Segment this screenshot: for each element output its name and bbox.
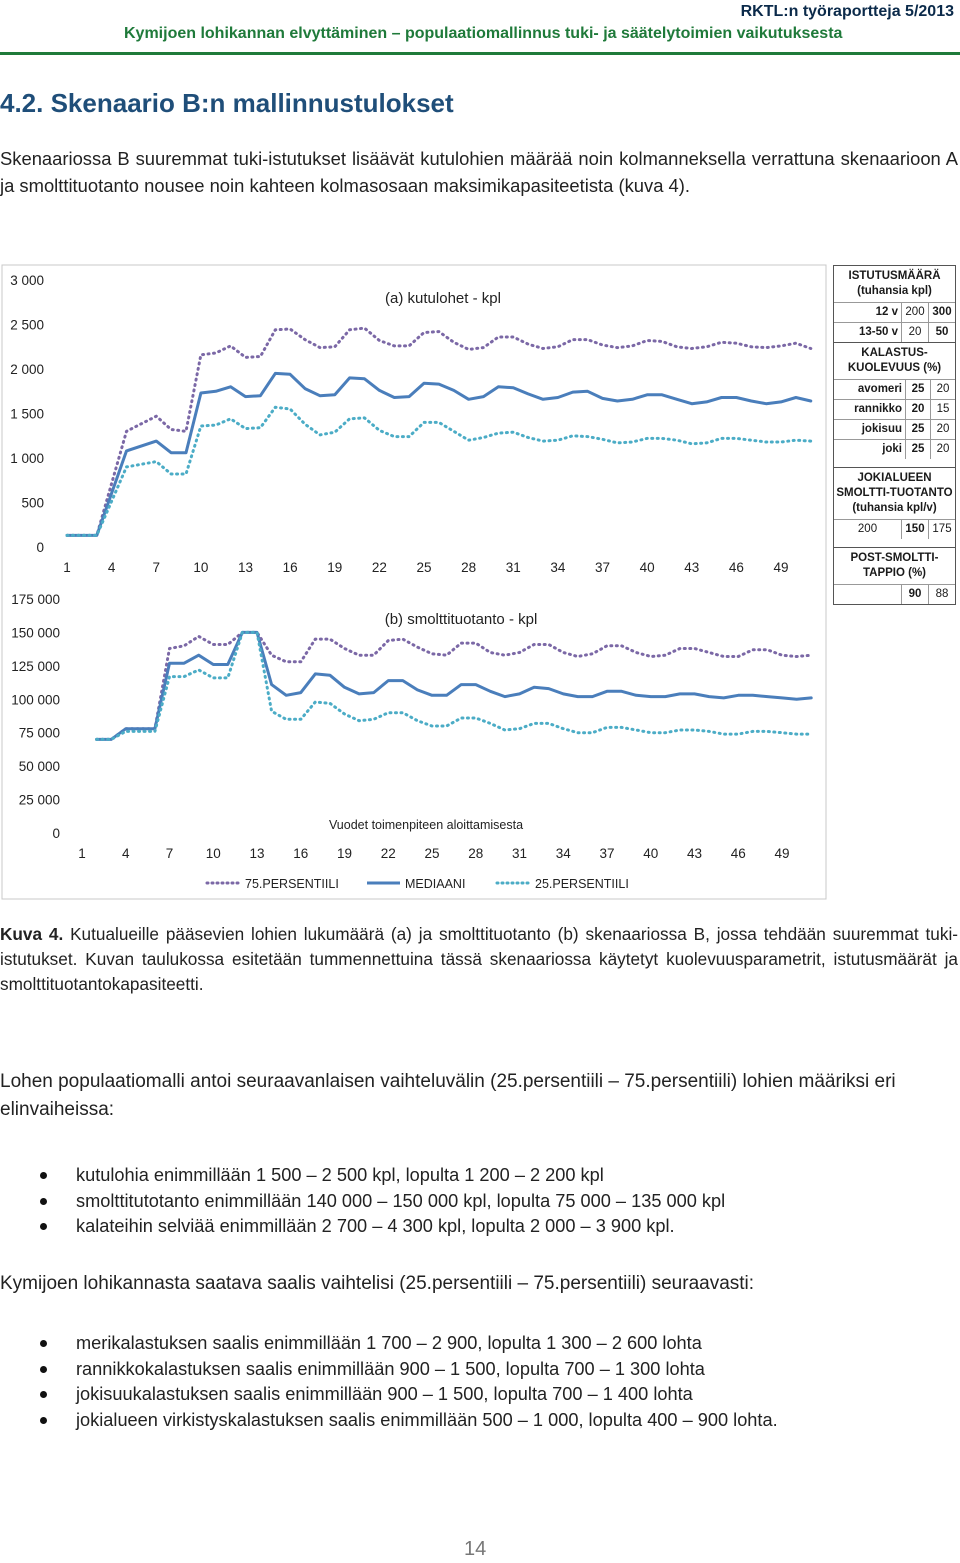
y-tick-label: 0 xyxy=(52,826,60,841)
series-line-75-persentiili xyxy=(67,328,811,535)
paragraph-ranges: Lohen populaatiomalli antoi seuraavanlaisen vaihteluvälin (25.persentiili – 75.persentiili) lohien määriksi eri elinvaiheissa: xyxy=(0,1071,896,1120)
row-label: 12 v xyxy=(875,306,898,318)
legend-label-p75: 75.PERSENTIILI xyxy=(245,877,339,891)
parameter-table xyxy=(833,265,956,605)
list-item: kalateihin selviää enimmillään 2 700 – 4 300 kpl, lopulta 2 000 – 3 900 kpl. xyxy=(40,1214,725,1240)
x-tick-label: 10 xyxy=(193,560,209,575)
x-tick-label: 25 xyxy=(416,560,432,575)
value-cell: 88 xyxy=(928,585,955,604)
figure-caption xyxy=(0,922,958,997)
y-tick-label: 25 000 xyxy=(18,792,60,808)
value-cell-selected: 50 xyxy=(928,323,955,342)
x-tick-label: 19 xyxy=(336,846,353,861)
x-tick-label: 1 xyxy=(63,560,71,575)
x-tick-label: 4 xyxy=(107,560,116,575)
empty-cell xyxy=(834,585,901,604)
x-tick-label: 13 xyxy=(237,560,254,575)
y-tick-label: 125 000 xyxy=(11,658,60,674)
caption-text: Kutualueille pääsevien lohien lukumäärä (a) ja smolttituotanto (b) skenaariossa B, jossa tehdään suuremmat tuki-istutukset. Kuvan taulukossa esitetään tummennettuina tässä skenaariossa käytetyt kuolevuusparametrit, istutusmäärät ja smolttituotantokapasiteetti. xyxy=(0,924,959,994)
mortality-row xyxy=(834,439,955,459)
figure-charts xyxy=(0,262,960,902)
x-tick-label: 49 xyxy=(774,846,790,861)
row-label: avomeri xyxy=(857,383,902,395)
x-tick-label: 37 xyxy=(599,846,615,861)
value-cell-selected: 25 xyxy=(905,420,930,439)
value-cell: 20 xyxy=(930,420,955,439)
list-item: smolttitutotanto enimmillään 140 000 – 150 000 kpl, lopulta 75 000 – 135 000 kpl xyxy=(40,1189,725,1215)
y-tick-label: 150 000 xyxy=(11,625,60,641)
y-tick-label: 75 000 xyxy=(18,725,60,741)
x-tick-label: 40 xyxy=(643,846,659,861)
list-item: jokialueen virkistyskalastuksen saalis enimmillään 500 – 1 000, lopulta 400 – 900 lohta. xyxy=(40,1408,778,1434)
section-heading: 4.2. Skenaario B:n mallinnustulokset xyxy=(0,88,454,118)
x-tick-label: 1 xyxy=(78,846,86,861)
y-tick-label: 2 000 xyxy=(10,362,44,377)
value-cell-selected: 90 xyxy=(901,585,928,604)
chart-spawners xyxy=(10,273,811,575)
value-cell: 200 xyxy=(857,523,878,535)
x-tick-label: 40 xyxy=(639,560,655,575)
value-cell-selected: 25 xyxy=(905,440,930,459)
x-tick-label: 4 xyxy=(121,846,130,861)
y-tick-label: 50 000 xyxy=(18,759,60,775)
y-tick-label: 2 500 xyxy=(10,317,44,333)
y-tick-label: 1 000 xyxy=(10,451,44,466)
figure-border xyxy=(2,265,826,899)
chart-a-title: (a) kutulohet - kpl xyxy=(385,290,501,307)
x-tick-label: 7 xyxy=(152,560,161,575)
stocking-row xyxy=(834,302,955,322)
list-catch xyxy=(40,1331,778,1433)
page-number: 14 xyxy=(464,1538,487,1560)
list-item: kutulohia enimmillään 1 500 – 2 500 kpl, lopulta 1 200 – 2 200 kpl xyxy=(40,1163,725,1189)
x-tick-label: 10 xyxy=(205,846,221,861)
x-tick-label: 19 xyxy=(327,560,343,575)
x-tick-label: 16 xyxy=(282,560,298,575)
row-label: joki xyxy=(882,443,902,455)
x-tick-label: 34 xyxy=(550,560,566,575)
x-tick-label: 31 xyxy=(511,846,528,861)
value-cell-selected: 300 xyxy=(928,303,955,322)
legend-label-p25: 25.PERSENTIILI xyxy=(535,877,629,891)
y-tick-label: 500 xyxy=(21,495,44,511)
row-label: jokisuu xyxy=(861,423,902,435)
value-cell: 200 xyxy=(901,303,928,322)
stocking-row xyxy=(834,322,955,342)
series-line-25-persentiili xyxy=(67,407,811,535)
row-label: rannikko xyxy=(854,403,902,415)
figure-4 xyxy=(0,262,960,902)
y-tick-label: 3 000 xyxy=(10,273,44,288)
x-tick-label: 16 xyxy=(293,846,309,861)
value-cell: 20 xyxy=(901,323,928,342)
list-item: jokisuukalastuksen saalis enimmillään 900 – 1 500, lopulta 700 – 1 400 lohta xyxy=(40,1382,778,1408)
smolt-capacity-title: JOKIALUEEN SMOLTTI-TUOTANTO (tuhansia kpl/v) xyxy=(834,467,955,519)
value-cell: 20 xyxy=(930,440,955,459)
list-life-stages xyxy=(40,1163,725,1240)
row-label: 13-50 v xyxy=(858,326,898,338)
value-cell: 175 xyxy=(928,520,955,539)
value-cell-selected: 20 xyxy=(905,400,930,419)
y-tick-label: 100 000 xyxy=(11,692,60,708)
chart-smolts xyxy=(11,592,811,861)
chart-b-title: (b) smolttituotanto - kpl xyxy=(384,611,538,628)
x-tick-label: 46 xyxy=(728,560,744,575)
stocking-title: ISTUTUSMÄÄRÄ (tuhansia kpl) xyxy=(848,270,941,297)
x-tick-label: 13 xyxy=(249,846,265,861)
x-tick-label: 43 xyxy=(686,846,703,861)
y-tick-label: 0 xyxy=(36,540,44,555)
x-tick-label: 7 xyxy=(165,846,174,861)
mortality-title: KALASTUS-KUOLEVUUS (%) xyxy=(834,342,955,379)
list-item: rannikkokalastuksen saalis enimmillään 900 – 1 500, lopulta 700 – 1 300 lohta xyxy=(40,1357,778,1383)
post-smolt-loss-title: POST-SMOLTTI-TAPPIO (%) xyxy=(834,547,955,584)
header-subtitle: Kymijoen lohikannan elvyttäminen – populaatiomallinnus tuki- ja säätelytoimien vaikutuksesta xyxy=(124,25,843,42)
x-tick-label: 37 xyxy=(594,560,611,575)
y-tick-label: 175 000 xyxy=(11,592,60,607)
y-tick-label: 1 500 xyxy=(10,406,44,422)
x-tick-label: 28 xyxy=(461,560,477,575)
series-line-mediaani xyxy=(67,373,811,535)
x-tick-label: 34 xyxy=(555,846,571,861)
x-tick-label: 25 xyxy=(424,846,440,861)
report-id: RKTL:n työraportteja 5/2013 xyxy=(740,3,954,20)
x-tick-label: 49 xyxy=(773,560,789,575)
mortality-row xyxy=(834,379,955,399)
value-cell: 15 xyxy=(930,400,955,419)
mortality-row xyxy=(834,399,955,419)
x-tick-label: 46 xyxy=(730,846,746,861)
x-tick-label: 43 xyxy=(684,560,700,575)
x-tick-label: 31 xyxy=(505,560,521,575)
value-cell-selected: 150 xyxy=(901,520,928,539)
x-tick-label: 22 xyxy=(371,560,387,575)
legend-label-median: MEDIAANI xyxy=(405,877,466,891)
paragraph-catch: Kymijoen lohikannasta saatava saalis vaihtelisi (25.persentiili – 75.persentiili) seuraavasti: xyxy=(0,1273,755,1294)
x-tick-label: 22 xyxy=(380,846,396,861)
header-divider xyxy=(0,52,960,55)
x-tick-label: 28 xyxy=(468,846,484,861)
caption-label: Kuva 4. xyxy=(0,924,64,944)
intro-paragraph: Skenaariossa B suuremmat tuki-istutukset lisäävät kutulohien määrää noin kolmanneksella verrattuna skenaarioon A ja smolttituotanto nousee noin kahteen kolmasosaan maksimikapasiteetista (kuva 4). xyxy=(0,148,958,196)
smolt-capacity-row xyxy=(834,519,955,539)
mortality-row xyxy=(834,419,955,439)
list-item: merikalastuksen saalis enimmillään 1 700 – 2 900, lopulta 1 300 – 2 600 lohta xyxy=(40,1331,778,1357)
chart-b-xlabel: Vuodet toimenpiteen aloittamisesta xyxy=(328,818,524,832)
legend xyxy=(207,877,629,891)
post-smolt-loss-row xyxy=(834,584,955,604)
value-cell-selected: 25 xyxy=(905,380,930,399)
value-cell: 20 xyxy=(930,380,955,399)
